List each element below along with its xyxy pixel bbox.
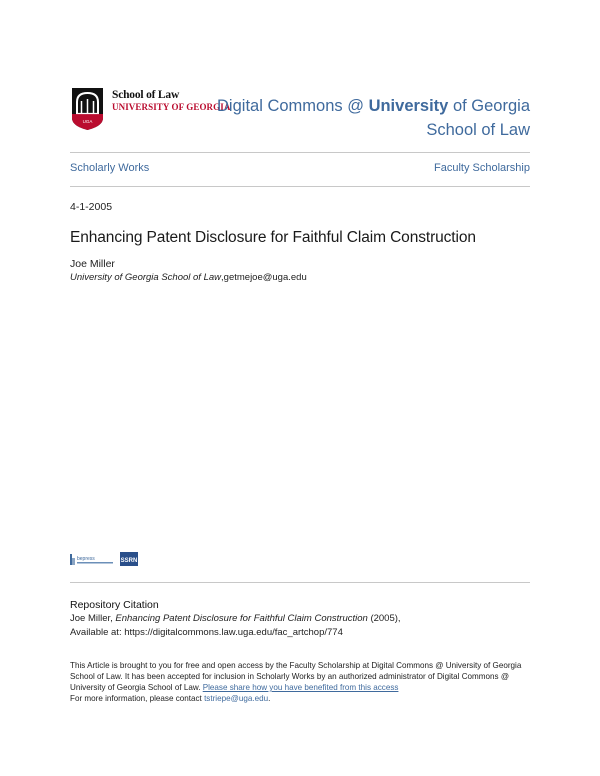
- author-affiliation: University of Georgia School of Law,getmejoe@uga.edu: [70, 272, 307, 283]
- citation-availability: Available at: https://digitalcommons.law.uga.edu/fac_artchop/774: [70, 627, 343, 638]
- nav-divider: [70, 186, 530, 187]
- contact-email-link[interactable]: tstriepe@uga.edu: [204, 694, 269, 703]
- citation-text: Joe Miller, Enhancing Patent Disclosure for Faithful Claim Construction (2005),: [70, 613, 401, 624]
- repository-citation-heading: Repository Citation: [70, 599, 159, 611]
- citation-url[interactable]: https://digitalcommons.law.uga.edu/fac_artchop/774: [124, 627, 343, 638]
- author-name: Joe Miller: [70, 258, 115, 270]
- uga-arch-shield-icon: [72, 88, 103, 130]
- logo-school-of-law: School of Law: [112, 89, 180, 101]
- svg-text:bepress: bepress: [77, 556, 95, 562]
- access-notice: This Article is brought to you for free and open access by the Faculty Scholarship at Digital Commons @ University of Georgia School of Law. It has been accepted for inclusion in Scholarly Works by an authorized administrator of Digital Commons @ University of Georgia School of Law. Please share how you have benefited from this access For more information, please contact tstriepe@uga.edu.: [70, 661, 522, 703]
- svg-text:UGA: UGA: [82, 119, 93, 124]
- repository-title[interactable]: [217, 94, 530, 142]
- scholarly-works-link[interactable]: Scholarly Works: [70, 162, 150, 174]
- repository-title-line2: School of Law: [426, 121, 530, 139]
- faculty-scholarship-link[interactable]: Faculty Scholarship: [434, 162, 530, 174]
- author-email: getmejoe@uga.edu: [223, 272, 307, 283]
- logo-university-of-georgia: UNIVERSITY OF GEORGIA: [112, 102, 231, 112]
- publication-date: 4-1-2005: [70, 201, 113, 213]
- repository-title-line1: Digital Commons @ University of Georgia: [217, 97, 530, 115]
- top-divider: [70, 152, 530, 153]
- uga-law-logo: [72, 88, 232, 132]
- share-benefit-link[interactable]: Please share how you have benefited from this access: [202, 683, 399, 692]
- bepress-logo-icon: [70, 551, 140, 567]
- svg-text:SSRN: SSRN: [120, 558, 138, 564]
- badges: [70, 551, 140, 567]
- citation-divider: [70, 582, 530, 583]
- article-title: Enhancing Patent Disclosure for Faithful Claim Construction: [70, 229, 476, 246]
